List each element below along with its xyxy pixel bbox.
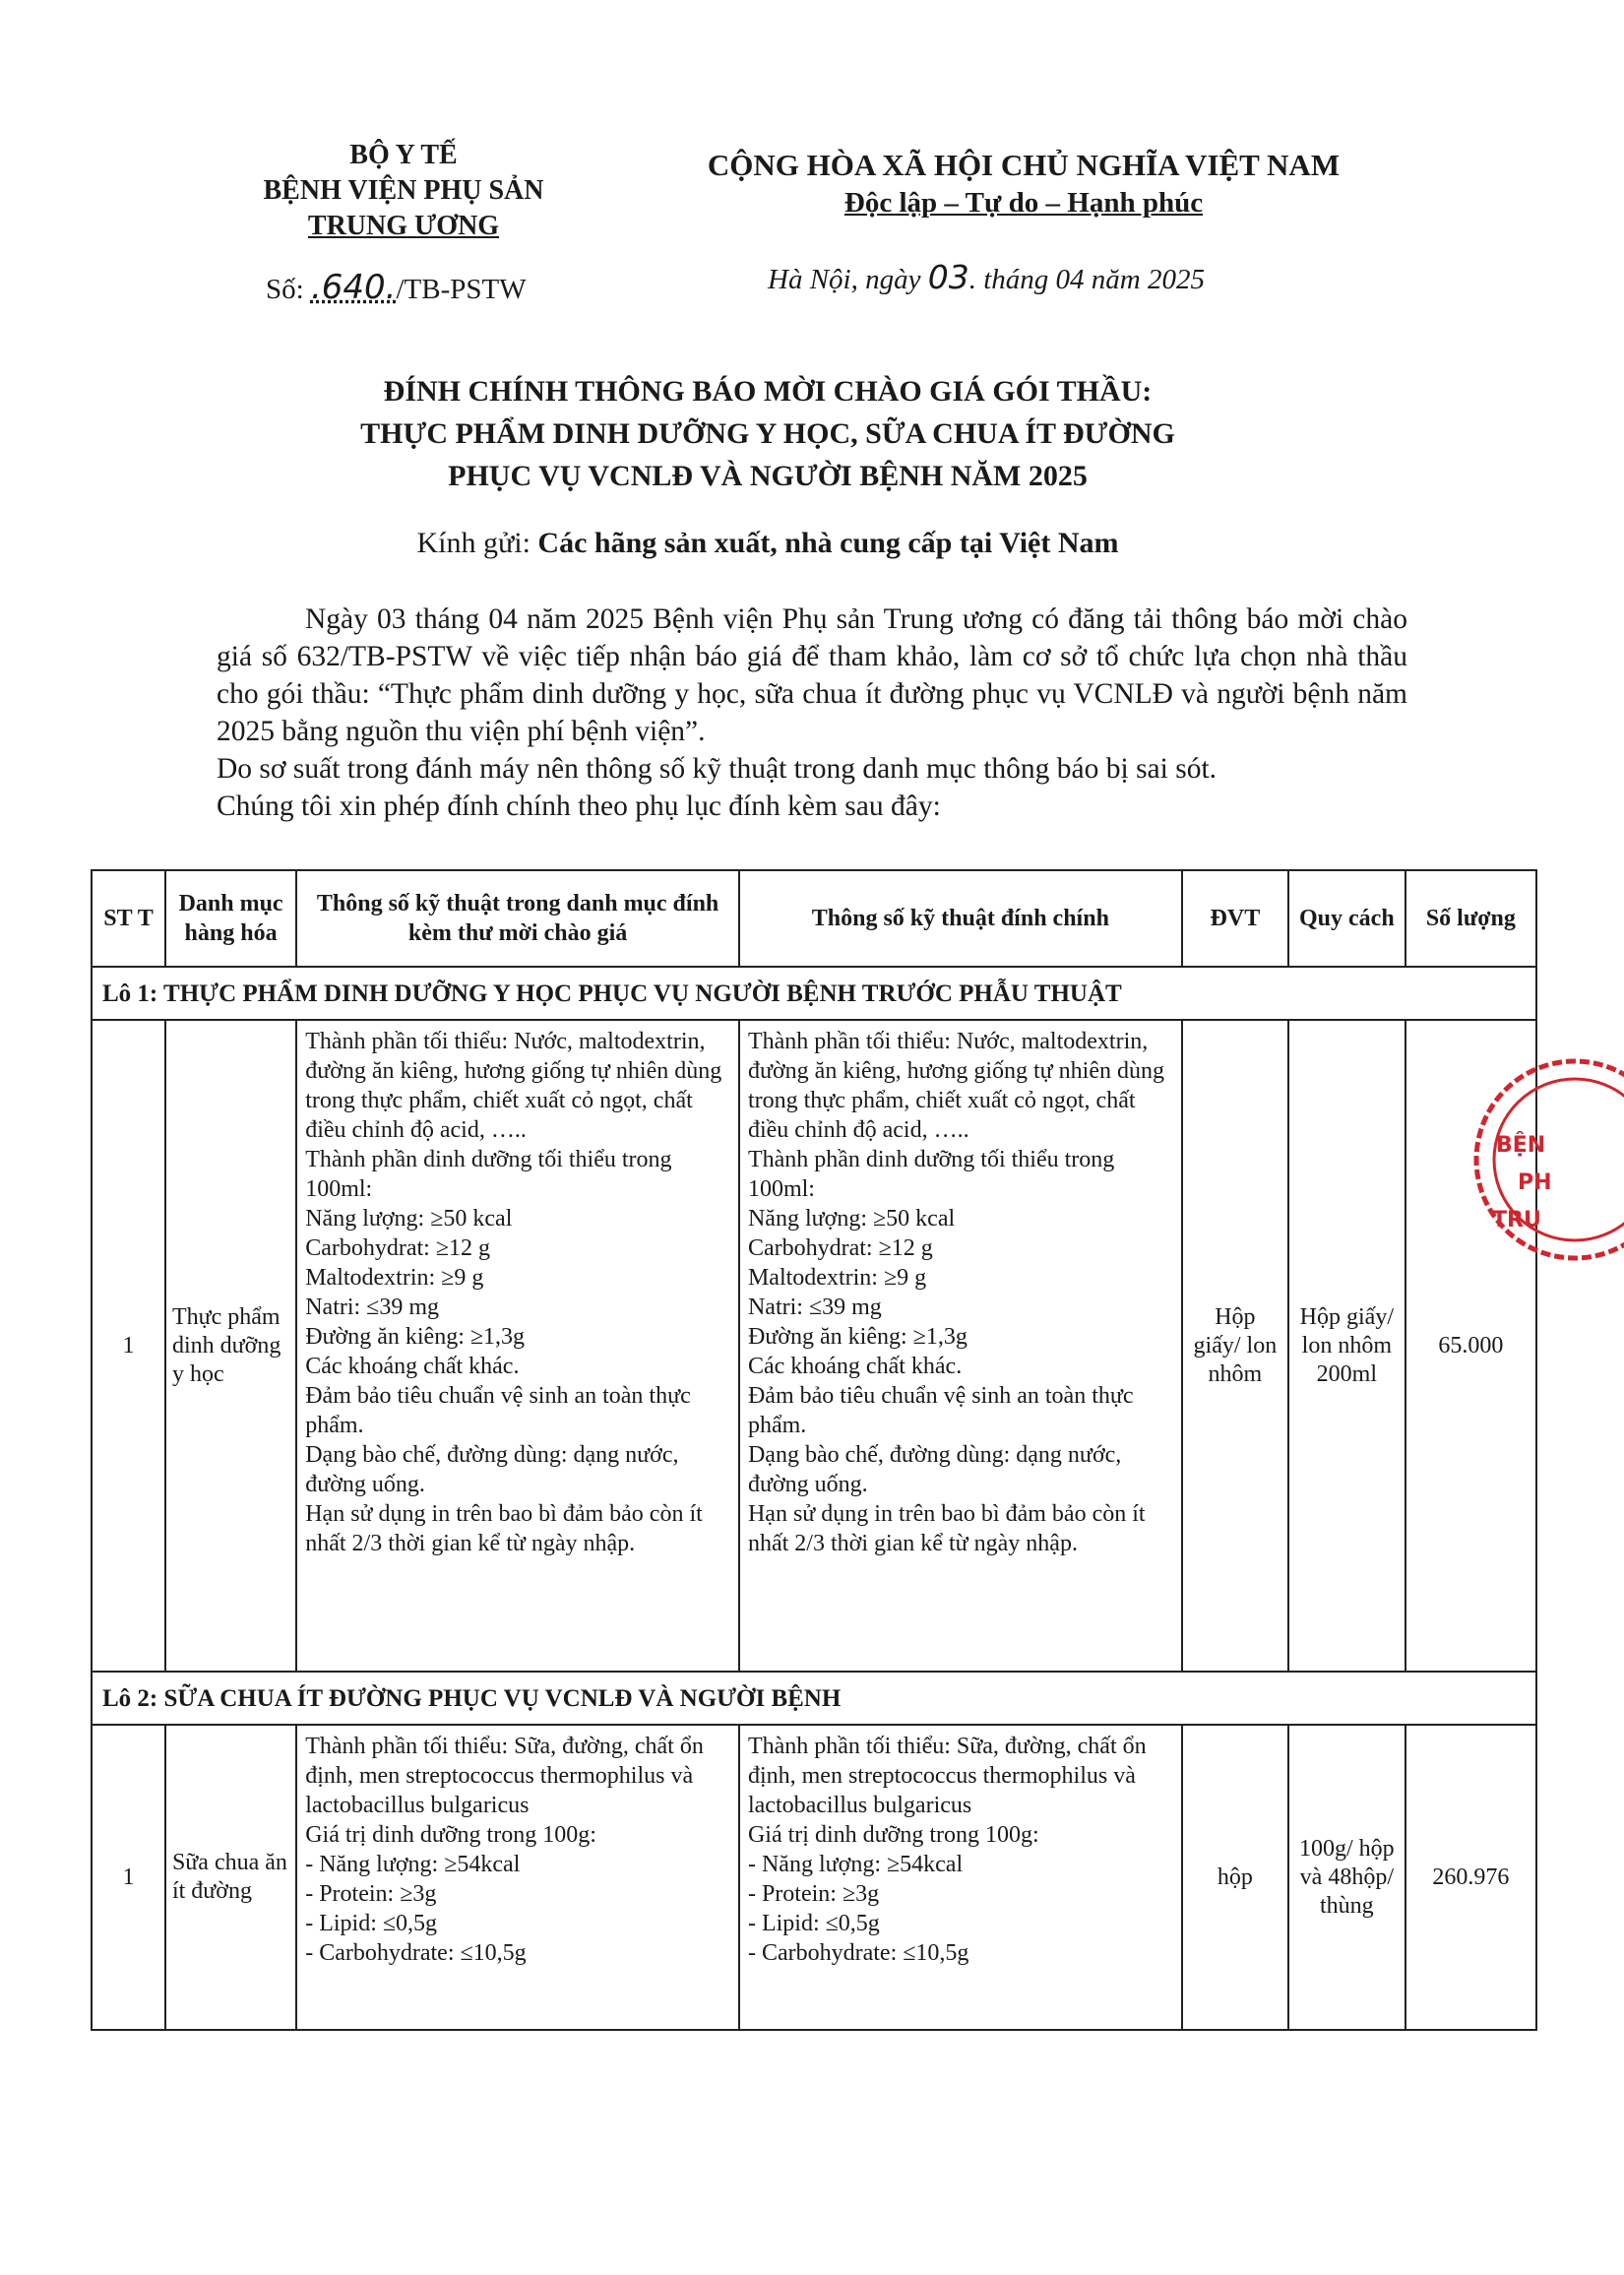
header-quantity: Số lượng xyxy=(1405,870,1536,967)
lot1-stt: 1 xyxy=(92,1020,165,1672)
spec-line: Thành phần tối thiểu: Sữa, đường, chất ổn định, men streptococcus thermophilus và lactobacillus bulgaricus xyxy=(747,1734,1147,1818)
spec-line: Natri: ≤39 mg xyxy=(305,1295,440,1320)
document-number xyxy=(266,268,527,307)
spec-line: - Lipid: ≤0,5g xyxy=(747,1911,880,1936)
spec-line: - Lipid: ≤0,5g xyxy=(305,1911,438,1936)
spec-line: Dạng bào chế, đường dùng: dạng nước, đường uống. xyxy=(305,1442,679,1497)
spec-line: Carbohydrat: ≥12 g xyxy=(305,1235,491,1261)
lot1-new-spec xyxy=(739,1020,1182,1672)
national-header xyxy=(650,146,1398,221)
header-new-spec: Thông số kỹ thuật đính chính xyxy=(739,870,1182,967)
spec-line: Thành phần dinh dưỡng tối thiểu trong 100ml: xyxy=(305,1147,672,1202)
hospital-name-line2: TRUNG ƯƠNG xyxy=(307,211,500,241)
title-line3: PHỤC VỤ VCNLĐ VÀ NGƯỜI BỆNH NĂM 2025 xyxy=(448,460,1088,492)
spec-line: Các khoáng chất khác. xyxy=(305,1354,520,1379)
nation-name: CỘNG HÒA XÃ HỘI CHỦ NGHĨA VIỆT NAM xyxy=(707,148,1341,182)
lot2-unit: hộp xyxy=(1182,1725,1288,2030)
spec-line: Hạn sử dụng in trên bao bì đảm bảo còn ít nhất 2/3 thời gian kể từ ngày nhập. xyxy=(305,1501,703,1556)
spec-line: Thành phần tối thiểu: Nước, maltodextrin, đường ăn kiêng, hương giống tự nhiên dùng trong thực phẩm, chiết xuất cỏ ngọt, chất điều chỉnh độ acid, ….. xyxy=(305,1029,722,1143)
spec-line: Carbohydrat: ≥12 g xyxy=(747,1235,933,1261)
spec-line: - Protein: ≥3g xyxy=(305,1881,437,1907)
spec-line: Dạng bào chế, đường dùng: dạng nước, đường uống. xyxy=(747,1442,1122,1497)
recipient-value: Các hãng sản xuất, nhà cung cấp tại Việt Nam xyxy=(537,527,1119,559)
table-row xyxy=(92,1020,1536,1672)
recipient-line xyxy=(197,527,1339,560)
spec-line: Năng lượng: ≥50 kcal xyxy=(747,1206,956,1232)
lot2-new-spec xyxy=(739,1725,1182,2030)
issuer-block xyxy=(197,138,610,244)
header-stt: ST T xyxy=(92,870,165,967)
recipient-label: Kính gửi: xyxy=(416,527,531,559)
lot2-old-spec xyxy=(296,1725,739,2030)
spec-line: Giá trị dinh dưỡng trong 100g: xyxy=(747,1822,1039,1848)
body-paragraph-2: Do sơ suất trong đánh máy nên thông số kỹ thuật trong danh mục thông báo bị sai sót. xyxy=(217,753,1218,785)
spec-line: Thành phần tối thiểu: Sữa, đường, chất ổn định, men streptococcus thermophilus và lactobacillus bulgaricus xyxy=(305,1734,704,1818)
lot1-pack: Hộp giấy/ lon nhôm 200ml xyxy=(1288,1020,1405,1672)
spec-line: - Năng lượng: ≥54kcal xyxy=(747,1852,964,1877)
lot2-title-row xyxy=(92,1672,1536,1725)
spec-line: Năng lượng: ≥50 kcal xyxy=(305,1206,513,1232)
table-header-row xyxy=(92,870,1536,967)
lot2-stt: 1 xyxy=(92,1725,165,2030)
spec-line: Giá trị dinh dưỡng trong 100g: xyxy=(305,1822,596,1848)
date-day: 03 xyxy=(927,258,969,296)
spec-line: Maltodextrin: ≥9 g xyxy=(305,1265,484,1291)
spec-line: - Carbohydrate: ≤10,5g xyxy=(305,1940,527,1966)
lot1-item-name: Thực phẩm dinh dưỡng y học xyxy=(165,1020,296,1672)
lot1-quantity: 65.000 xyxy=(1405,1020,1536,1672)
so-suffix: /TB-PSTW xyxy=(396,274,527,305)
svg-text:TRU: TRU xyxy=(1492,1208,1541,1232)
spec-line: Đường ăn kiêng: ≥1,3g xyxy=(747,1324,968,1350)
title-line2: THỰC PHẨM DINH DƯỠNG Y HỌC, SỮA CHUA ÍT ĐƯỜNG xyxy=(360,417,1175,450)
ministry-name: BỘ Y TẾ xyxy=(349,140,458,170)
date-prefix: Hà Nội, ngày xyxy=(768,264,921,295)
table-row xyxy=(92,1725,1536,2030)
body-paragraph-3: Chúng tôi xin phép đính chính theo phụ lục đính kèm sau đây: xyxy=(217,790,941,822)
lot1-title-row xyxy=(92,967,1536,1020)
national-motto: Độc lập – Tự do – Hạnh phúc xyxy=(843,187,1204,219)
spec-line: Đảm bảo tiêu chuẩn vệ sinh an toàn thực phẩm. xyxy=(747,1383,1134,1438)
spec-line: - Năng lượng: ≥54kcal xyxy=(305,1852,521,1877)
lot2-title: Lô 2: SỮA CHUA ÍT ĐƯỜNG PHỤC VỤ VCNLĐ VÀ NGƯỜI BỆNH xyxy=(92,1672,1536,1725)
spec-line: - Carbohydrate: ≤10,5g xyxy=(747,1940,969,1966)
so-number: .640. xyxy=(310,268,397,307)
svg-text:PH: PH xyxy=(1518,1170,1552,1195)
lot2-item-name: Sữa chua ăn ít đường xyxy=(165,1725,296,2030)
svg-text:BỆN: BỆN xyxy=(1496,1133,1546,1158)
lot1-unit: Hộp giấy/ lon nhôm xyxy=(1182,1020,1288,1672)
document-title xyxy=(197,370,1339,497)
correction-table xyxy=(91,869,1537,2031)
spec-line: Natri: ≤39 mg xyxy=(747,1295,882,1320)
header-old-spec: Thông số kỹ thuật trong danh mục đính kèm thư mời chào giá xyxy=(296,870,739,967)
lot2-quantity: 260.976 xyxy=(1405,1725,1536,2030)
header-item-name: Danh mục hàng hóa xyxy=(165,870,296,967)
lot1-old-spec xyxy=(296,1020,739,1672)
document-date xyxy=(768,258,1205,296)
spec-line: Thành phần tối thiểu: Nước, maltodextrin, đường ăn kiêng, hương giống tự nhiên dùng trong thực phẩm, chiết xuất cỏ ngọt, chất điều chỉnh độ acid, ….. xyxy=(747,1029,1165,1143)
spec-line: Đảm bảo tiêu chuẩn vệ sinh an toàn thực phẩm. xyxy=(305,1383,691,1438)
header-unit: ĐVT xyxy=(1182,870,1288,967)
spec-line: Thành phần dinh dưỡng tối thiểu trong 100ml: xyxy=(747,1147,1115,1202)
spec-line: Các khoáng chất khác. xyxy=(747,1354,963,1379)
header-pack: Quy cách xyxy=(1288,870,1405,967)
lot2-pack: 100g/ hộp và 48hộp/ thùng xyxy=(1288,1725,1405,2030)
body-text xyxy=(217,600,1407,825)
body-paragraph-1: Ngày 03 tháng 04 năm 2025 Bệnh viện Phụ sản Trung ương có đăng tải thông báo mời chào giá số 632/TB-PSTW về việc tiếp nhận báo giá để tham khảo, làm cơ sở tổ chức lựa chọn nhà thầu cho gói thầu: “Thực phẩm dinh dưỡng y học, sữa chua ít đường phục vụ VCNLĐ và người bệnh năm 2025 bằng nguồn thu viện phí bệnh viện”. xyxy=(217,603,1407,747)
lot1-title: Lô 1: THỰC PHẨM DINH DƯỠNG Y HỌC PHỤC VỤ NGƯỜI BỆNH TRƯỚC PHẪU THUẬT xyxy=(92,967,1536,1020)
date-suffix: . tháng 04 năm 2025 xyxy=(968,264,1205,295)
spec-line: Hạn sử dụng in trên bao bì đảm bảo còn ít nhất 2/3 thời gian kể từ ngày nhập. xyxy=(747,1501,1146,1556)
title-line1: ĐÍNH CHÍNH THÔNG BÁO MỜI CHÀO GIÁ GÓI THẦU: xyxy=(383,375,1153,408)
spec-line: - Protein: ≥3g xyxy=(747,1881,880,1907)
spec-line: Đường ăn kiêng: ≥1,3g xyxy=(305,1324,526,1350)
hospital-seal xyxy=(1427,1043,1624,1270)
hospital-name-line1: BỆNH VIỆN PHỤ SẢN xyxy=(263,175,544,206)
so-label: Số: xyxy=(266,274,304,305)
spec-line: Maltodextrin: ≥9 g xyxy=(747,1265,927,1291)
